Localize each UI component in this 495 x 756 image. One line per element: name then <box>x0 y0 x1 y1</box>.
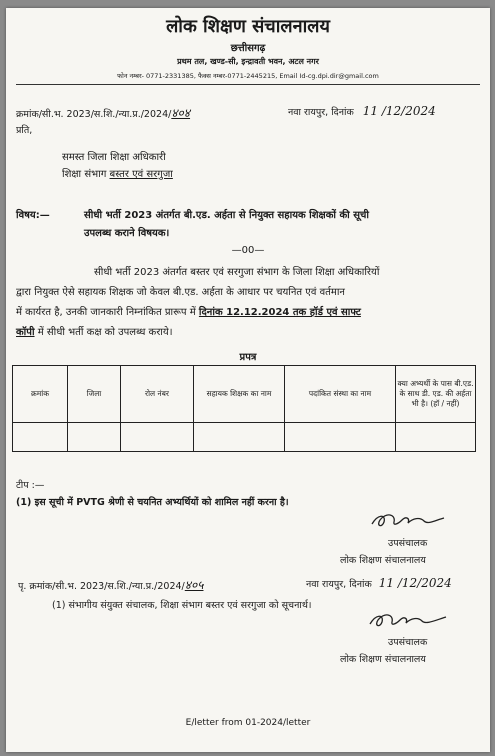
body-copy-word: कॉपी <box>16 327 35 338</box>
col-serial: क्रमांक <box>13 366 68 423</box>
note-item1: (1) इस सूची में PVTG श्रेणी से चयनित अभ्यर्थियों को शामिल नहीं करना है। <box>16 497 289 508</box>
addressee-line1: समस्त जिला शिक्षा अधिकारी <box>62 152 166 163</box>
order-date-handwritten: 11 /12/2024 <box>362 104 436 118</box>
contact-line: फोन नम्बर- 0771-2331385, फैक्स नम्बर-0771-2445215, Email Id-cg.dpi.dir@gmail.com <box>117 72 379 80</box>
signatory-1-designation: उपसंचालक <box>388 538 428 549</box>
office-address: प्रथम तल, खण्ड-सी, इन्द्रावती भवन, अटल नगर <box>177 57 319 66</box>
subject-line1: सीधी भर्ती 2023 अंतर्गत बी.एड. अर्हता से नियुक्त सहायक शिक्षकों की सूची <box>84 210 369 221</box>
footer-reference: E/letter from 01-2024/letter <box>185 718 311 728</box>
endorsement-date <box>306 576 452 590</box>
header-divider <box>16 84 480 85</box>
state-name: छत्तीसगढ़ <box>230 43 266 54</box>
table-cell <box>194 423 285 452</box>
order-place-date-printed: नवा रायपुर, दिनांक <box>288 107 354 118</box>
signature-scribble-icon <box>368 508 448 532</box>
endorsement-ref-printed: पृ. क्रमांक/सी.भ. 2023/स.शि./न्या.प्र./2024/ <box>18 581 185 592</box>
order-ref-printed: क्रमांक/सी.भ. 2023/स.शि./न्या.प्र./2024/ <box>16 109 172 120</box>
note-label: टीप :— <box>16 480 45 491</box>
proforma-table <box>12 365 476 452</box>
body-line4-normal: में सीधी भर्ती कक्ष को उपलब्ध कराये। <box>34 327 173 338</box>
table-cell <box>68 423 121 452</box>
office-title: लोक शिक्षण संचालनालय <box>166 16 330 37</box>
endorsement-date-handwritten: 11 /12/2024 <box>378 576 452 590</box>
body-line3-normal: में कार्यरत है, उनकी जानकारी निम्नांकित प्रारूप में <box>16 307 199 318</box>
order-reference <box>16 104 190 121</box>
addressee-divisions: बस्तर एवं सरगुजा <box>109 169 173 180</box>
col-teacher-name: सहायक शिक्षक का नाम <box>194 366 285 423</box>
letter-page <box>6 8 490 752</box>
col-district: जिला <box>68 366 121 423</box>
signatory-2-designation: उपसंचालक <box>388 637 428 648</box>
endorsement-ref-handwritten: ४०५ <box>184 578 204 592</box>
proforma-header-row <box>13 366 476 423</box>
signature-2 <box>366 608 450 636</box>
prati-label: प्रति, <box>16 125 33 136</box>
endorsement-place-date-printed: नवा रायपुर, दिनांक <box>306 579 372 590</box>
addressee-line2-prefix: शिक्षा संभाग <box>62 169 110 180</box>
body-line4 <box>16 323 478 343</box>
separator: —00— <box>231 245 265 256</box>
table-cell <box>121 423 194 452</box>
col-roll-number: रोल नंबर <box>121 366 194 423</box>
body-line3 <box>16 303 478 323</box>
order-date <box>288 104 436 118</box>
order-ref-handwritten: ४०४ <box>171 106 191 120</box>
addressee-line2 <box>62 166 173 180</box>
col-institution-name: पदांकित संस्था का नाम <box>285 366 396 423</box>
signatory-2-office: लोक शिक्षण संचालनालय <box>340 654 426 665</box>
proforma-title: प्रपत्र <box>239 352 257 363</box>
subject-label: विषय:— <box>16 210 50 221</box>
subject-line2: उपलब्ध कराने विषयक। <box>84 228 170 239</box>
endorsement-item1: (1) संभागीय संयुक्त संचालक, शिक्षा संभाग बस्तर एवं सरगुजा को सूचनार्थ। <box>52 600 312 611</box>
proforma-empty-row <box>13 423 476 452</box>
endorsement-reference <box>18 576 203 593</box>
signature-1 <box>368 508 448 536</box>
table-cell <box>285 423 396 452</box>
body-line2: द्वारा नियुक्त ऐसे सहायक शिक्षक जो केवल बी.एड. अर्हता के आधार पर चयनित एवं वर्तमान <box>16 287 345 298</box>
table-cell <box>13 423 68 452</box>
body-line1: सीधी भर्ती 2023 अंतर्गत बस्तर एवं सरगुजा संभाग के जिला शिक्षा अधिकारियों <box>94 267 380 278</box>
signature-scribble-icon <box>366 608 450 632</box>
table-cell <box>396 423 476 452</box>
body-deadline: दिनांक 12.12.2024 तक हॉर्ड एवं साफ्ट <box>198 307 361 318</box>
signatory-1-office: लोक शिक्षण संचालनालय <box>340 555 426 566</box>
col-ded-qualification: क्या अभ्यर्थी के पास बी.एड. के साथ डी. एड. की अर्हता भी है। (हॉ / नहीं) <box>396 366 476 423</box>
